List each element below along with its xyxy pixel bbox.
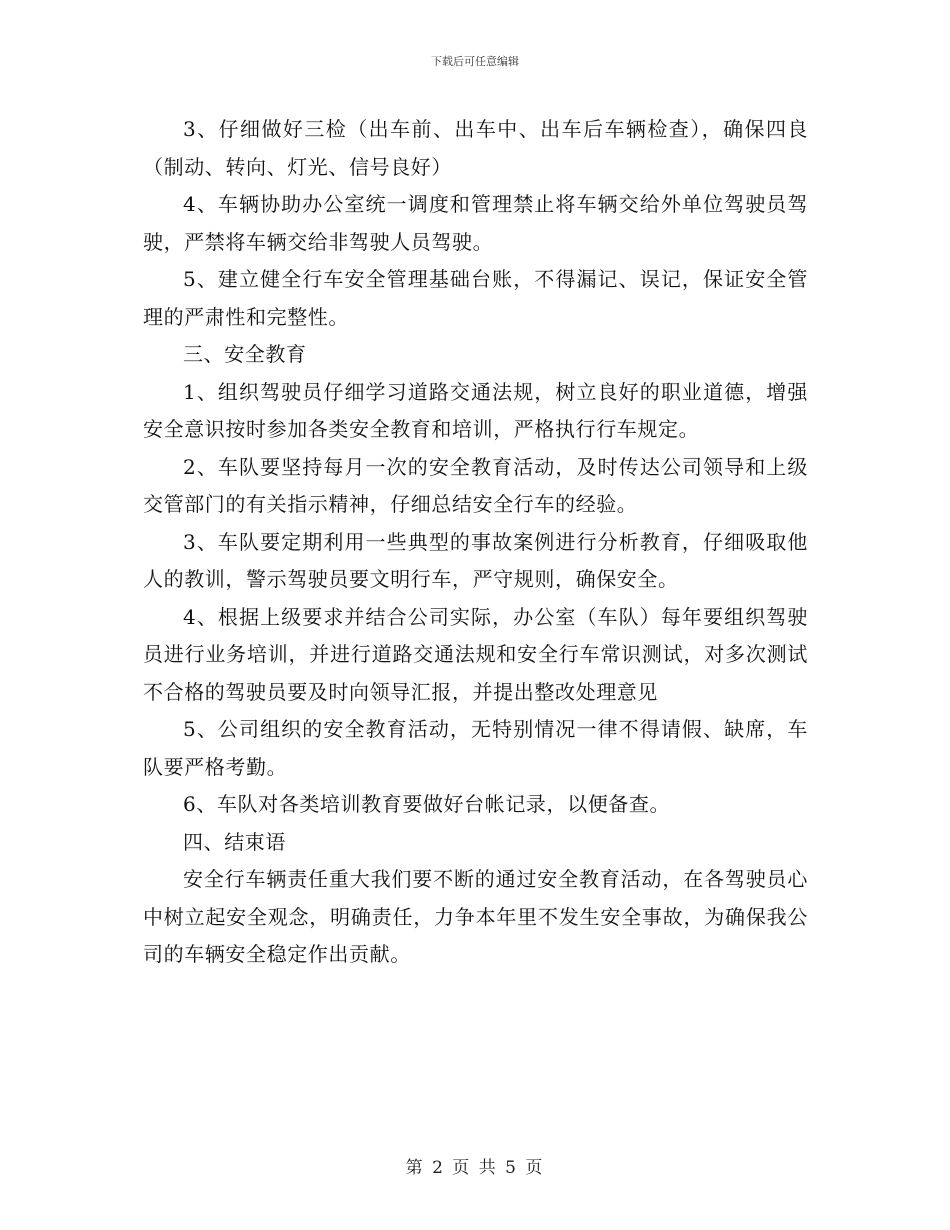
paragraph-conclusion: 安全行车辆责任重大我们要不断的通过安全教育活动，在各驾驶员心中树立起安全观念，明确责任，力争本年里不发生安全事故，为确保我公司的车辆安全稳定作出贡献。	[143, 867, 808, 966]
paragraph-edu-4: 4、根据上级要求并结合公司实际，办公室（车队）每年要组织驾驶员进行业务培训，并进行道路交通法规和安全行车常识测试，对多次测试不合格的驾驶员要及时向领导汇报，并提出整改处理意见	[143, 604, 808, 704]
paragraph-3-inspection: 3、仔细做好三检（出车前、出车中、出车后车辆检查），确保四良（制动、转向、灯光、信号良好）	[143, 117, 808, 179]
page-number: 第 2 页 共 5 页	[405, 1158, 545, 1178]
header-note: 下载后可任意编辑	[431, 55, 519, 68]
paragraph-5-ledger: 5、建立健全行车安全管理基础台账，不得漏记、误记，保证安全管理的严肃性和完整性。	[143, 267, 808, 329]
paragraph-edu-5: 5、公司组织的安全教育活动，无特别情况一律不得请假、缺席，车队要严格考勤。	[143, 717, 808, 779]
paragraph-4-vehicle-dispatch: 4、车辆协助办公室统一调度和管理禁止将车辆交给外单位驾驶员驾驶，严禁将车辆交给非驾驶人员驾驶。	[143, 192, 808, 254]
paragraph-edu-2: 2、车队要坚持每月一次的安全教育活动，及时传达公司领导和上级交管部门的有关指示精神，仔细总结安全行车的经验。	[143, 454, 808, 516]
section-heading-conclusion: 四、结束语	[183, 829, 286, 854]
paragraph-edu-6: 6、车队对各类培训教育要做好台帐记录，以便备查。	[183, 792, 671, 816]
section-heading-safety-education: 三、安全教育	[183, 342, 307, 366]
paragraph-edu-1: 1、组织驾驶员仔细学习道路交通法规，树立良好的职业道德，增强安全意识按时参加各类安全教育和培训，严格执行行车规定。	[143, 379, 808, 441]
paragraph-edu-3: 3、车队要定期利用一些典型的事故案例进行分析教育，仔细吸取他人的教训，警示驾驶员要文明行车，严守规则，确保安全。	[143, 529, 808, 591]
document-body	[143, 111, 808, 974]
